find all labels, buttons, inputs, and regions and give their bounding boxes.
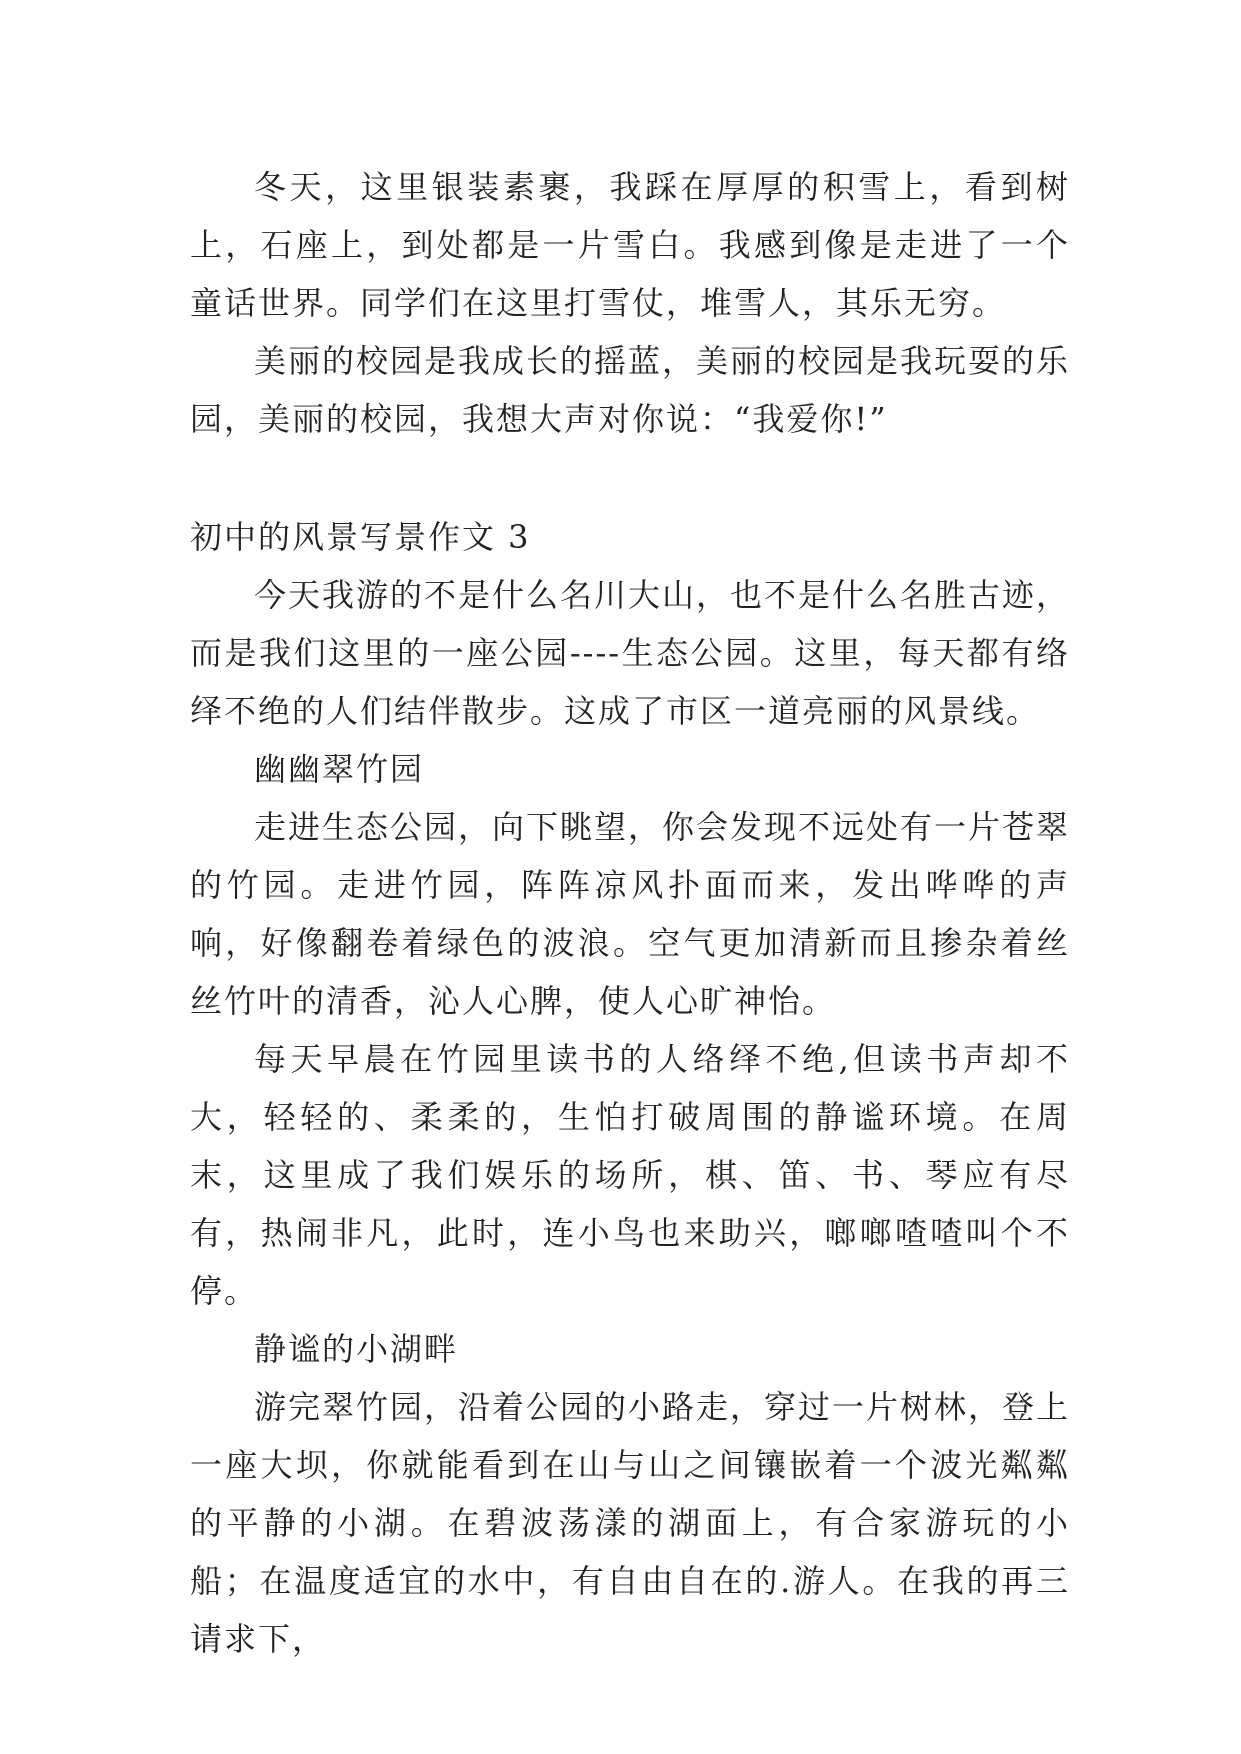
paragraph-bamboo-2: 每天早晨在竹园里读书的人络绎不绝,但读书声却不大，轻轻的、柔柔的，生怕打破周围的静谧环境。在周末，这里成了我们娱乐的场所，棋、笛、书、琴应有尽有，热闹非凡，此时，连小鸟也来助兴，啷啷喳喳叫个不停。 (190, 1040, 1070, 1310)
paragraph-winter: 冬天，这里银装素裹，我踩在厚厚的积雪上，看到树上，石座上，到处都是一片雪白。我感到像是走进了一个童话世界。同学们在这里打雪仗，堆雪人，其乐无穷。 (190, 168, 1070, 322)
paragraph-lake: 游完翠竹园，沿着公园的小路走，穿过一片树林，登上一座大坝，你就能看到在山与山之间镶嵌着一个波光粼粼的平静的小湖。在碧波荡漾的湖面上，有合家游玩的小船；在温度适宜的水中，有自由自在的.游人。在我的再三请求下， (190, 1388, 1071, 1658)
subheading-lake: 静谧的小湖畔 (254, 1330, 459, 1368)
paragraph-intro: 今天我游的不是什么名川大山，也不是什么名胜古迹，而是我们这里的一座公园----生态公园。这里，每天都有络绎不绝的人们结伴散步。这成了市区一道亮丽的风景线。 (190, 576, 1071, 730)
subheading-bamboo-garden: 幽幽翠竹园 (254, 750, 425, 788)
paragraph-bamboo-1: 走进生态公园，向下眺望，你会发现不远处有一片苍翠的竹园。走进竹园，阵阵凉风扑面而来，发出哗哗的声响，好像翻卷着绿色的波浪。空气更加清新而且掺杂着丝丝竹叶的清香，沁人心脾，使人心旷神怡。 (190, 808, 1071, 1020)
section-title: 初中的风景写景作文 3 (190, 518, 531, 556)
document-body (190, 158, 1070, 1668)
paragraph-campus-love: 美丽的校园是我成长的摇蓝，美丽的校园是我玩耍的乐园，美丽的校园，我想大声对你说：“我爱你!” (190, 342, 1071, 438)
